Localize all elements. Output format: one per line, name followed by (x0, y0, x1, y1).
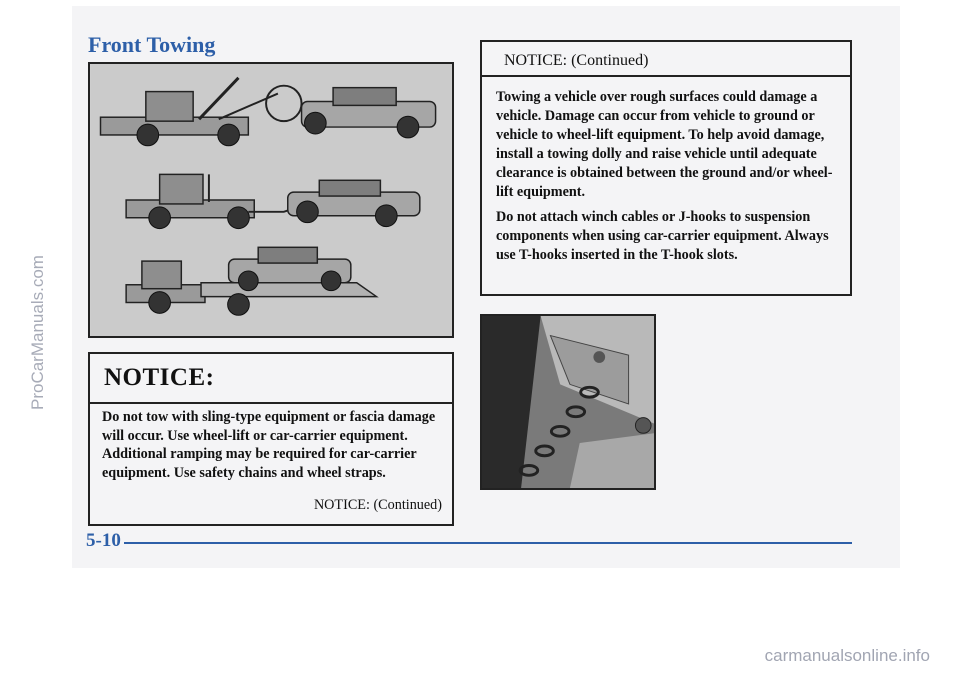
watermark-bottom: carmanualsonline.info (764, 646, 930, 665)
notice-divider (90, 402, 452, 404)
page-number: 5-10 (86, 530, 121, 551)
notice-continued-body (496, 88, 840, 271)
towing-methods-drawing (90, 64, 452, 336)
notice-paragraph: Do not attach winch cables or J-hooks to suspension components when using car-carrier equipment. Always use T-hooks inserted in the T-hook slots. (496, 209, 829, 263)
notice-continued-divider (482, 75, 850, 77)
page-title: Front Towing (88, 32, 216, 57)
towing-illustration (88, 62, 454, 338)
watermark-vertical: ProCarManuals.com (28, 255, 47, 410)
t-hook-photo (480, 314, 656, 490)
notice-continued-heading: NOTICE: (Continued) (504, 52, 649, 69)
notice-body: Do not tow with sling-type equipment or fascia damage will occur. Use wheel-lift or car-carrier equipment. Additional ramping may be required for car-carrier equipment. Use safety chains and wheel straps. (102, 409, 436, 481)
notice-paragraph: Towing a vehicle over rough surfaces could damage a vehicle. Damage can occur from vehicle to ground or vehicle to wheel-lift equipment. To help avoid damage, install a towing dolly and raise vehicle until adequate clearance is obtained between the ground and/or wheel-lift equipment. (496, 89, 833, 200)
notice-box (88, 352, 454, 526)
footer-divider (124, 542, 852, 544)
notice-continued-box (480, 40, 852, 296)
notice-heading: NOTICE: (104, 364, 215, 391)
notice-continued-label: NOTICE: (Continued) (313, 497, 442, 513)
t-hook-chain-photo (482, 316, 654, 488)
